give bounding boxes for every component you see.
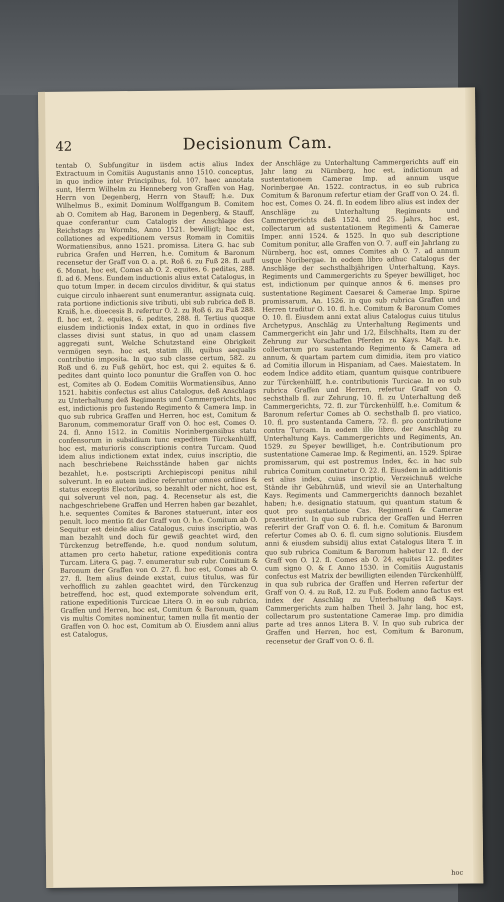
page-number: 42 (55, 139, 73, 155)
scan-background-top (0, 0, 504, 95)
column-left-text: tentab O. Subfungitur in iisdem actis alius Index Extractuum in Comitiis Augustanis anno 1510. conceptus, in quo indice inter Principibus, fol. 107. haec annotata sunt, Herrn Wilhelm zu Henneberg von Graffen von Hag, Herrn von Degenberg, Herrn von Stauff; h.e. Dux Wilhelmus B., eximit Dominum Wolffgangum B. Comitem ab O. Comitem ab Hag, Baronem in Degenberg, & Stauff, quae conferantur cum Catalogis der Anschlage des Reichstags zu Wormbs, Anno 1521. bewilligt; hoc est, collationes ad expeditionem versus Romam in Comitiis Wormatiensibus, anno 1521. promissa. Litera G. hac sub rubrica Grafen und Herren, h.e. Comitum & Baronum recensetur der Graff von O. a. pt. Roß 6. zu Fuß 28. fl. auff 6. Monat, hoc est, Comes ab O. 2. equites, 6. pedites, 288. fl. ad 6. Mens. Eundem inductionis alius extat Catalogus, in quo totum Imper. in decem circulos dividitur, & qui status cuique circulo inhaerent sunt enumerantur, assignata cuiq. rata portione indictionis sive tributi, ubi sub rubrica deß B. Kraiß, h.e. dioecesis B. refertur O. 2. zu Roß 6. zu Fuß 288. fl. hoc est, 2. equites, 6. pedites, 288. fl. Tertius quoque eiusdem indictionis Index extat, in quo in ordines five classes divisi sunt status, in quo ad unam classem aggregati sunt, Welche Schutzstand eine Obrigkeit vermögen seyn. hoc est, statim illi, quibus aequalis contributio imposita. In quo sub classe certum, 582. zu Roß und 6. zu Fuß gehört, hoc est, qui 2. equites & 6. pedites dant quinto loco ponuntur die Graffen von O. hoc est, Comites ab O. Eodem Comitiis Wormatiensibus, Anno 1521. habitis confectus est alius Catalogus, deß Anschlags zu Unterhaltung deß Regiments und Cammergerichts, hoc est, indictionis pro fustendo Regimento & Camera Imp. in quo sub rubrica Graffen und Herren, hoc est, Comitum & Baronum, commemoratur Graff von O. hoc est, Comes O. 24. fl. Anno 1512. in Comitiis Norinbergensibus statu confensorum in subsidium tunc expeditem Türckenhülff, hoc est, maturioris conscriptionis contra Turcam. Quod idem alius indictionem extat index, cuius inscriptio, die nach beschriebene Reichsstände haben gar nichts bezahlet, h.e. postscripti Archiepiscopi penitus nihil solverunt. In eo autem indice referuntur omnes ordines & status exceptis Electoribus, so bezahlt oder nicht, hoc est, qui solverunt vel non, pag. 4. Recensetur als est, die nachgeschriebene Graffen und Herren haben gar bezahlet, h.e. sequentes Comites & Barones statuerunt, inter eos penult. loco mentio fit der Graff von O. h.e. Comitum ab O. Sequitur est deinde alius Catalogus, cuius inscriptio, was man bezahlt und doch für gewiß geachtet wird, den Türckenzug betreffende, h.e. quod nondum solutum, attamen pro certo habetur, ratione expeditionis contra Turcam. Litera G. pag. 7. enumeratur sub rubr. Comitum & Baronum der Graffen von O. 27. fl. hoc est, Comes ab O. 27. fl. Item alius deinde exstat, cuius titulus, was für verhofflich zu zahlen geachtet wird, den Türckenzug betreffend, hoc est, quod extemporate solvendum erit, ratione expeditionis Turcicae Litera O. in eo sub rubrica, Graffen und Herren, hoc est, Comitum & Baronum, quam vis multis Comites nominentur, tamen nulla fit mentio der Graffen von O. hoc est, Comitum ab O. Eiusdem anni alius est Catalogus, (55, 159, 259, 640)
column-right-text: der Anschläge zu Unterhaltung Cammergerichts auff ein Jahr lang zu Nürnberg, hoc est, indictionum ad sustentationem Camerae Imp. ad annum usque Norinbergae An. 1522. contractus, in eo sub rubrica Comitum & Baronum refertur etiam der Graff von O. 24. fl. hoc est, Comes O. 24. fl. In eodem libro alius est index der Anschläge zu Unterhaltung Regiments und Cammergerichts deß 1524. und 25. Jahrs, hoc est, collectarum ad sustentationem Regimenti & Camerae Imper. anni 1524. & 1525. In quo sub descriptione Comitum ponitur, alle Graffen von O. 7. auff ein Jahrlang zu Nürnberg, hoc est, omnes Comites ab O. 7. ad annum usque Noribergae. In eodem libro adhuc Catalogus der Anschläge der sechsthalbjährigen Unterhaltung, Kays. Regiments und Cammergerichts zu Speyer bewilliget, hoc est, indictionum per quinque annos & 6. menses pro sustentatione Regiment Caesarei & Camerae Imp. Spirae promissarum, An. 1526. in quo sub rubrica Graffen und Herren traditur O. 10. fl. h.e. Comitum & Baronum Comes O. 10. fl. Eiusdem anni extat alius Catalogus cuius titulus Archetypus, Anschläg zu Unterhaltung Regiments und Cammergericht ein Jahr und 1/2, Eilschhalts, Item zu der Zehrung zur Vorschaffen Pferden zu Kays. Majt. h.e. collectarum pro sustentando Regimento & Camera ad annum, & quartam partem cum dimidia, item pro viatico ad Comitia illorum in Hispaniam, ad Caes. Maiestatem. In eodem Indice addito etiam, quantum quisque contribuere zur Türckenhülff, h.e. contributionis Turcicae. In eo sub rubrica Graffen und Herren, refertur Graff von O. sechsthalb fl. zur Zehrung, 10. fl. zu Unterhaltung deß Cammergerichts, 72. fl. zur Türckenhülff, h.e. Comitum & Baronum refertur Comes ab O. sechsthalb fl. pro viatico, 10. fl. pro sustentanda Camera, 72. fl. pro contributione contra Turcam. In eodem illo libro, der Anschläg zu Unterhaltung Kays. Cammergerichts und Regiments, An. 1529. zu Speyer bewilliget, h.e. Contributionum pro sustentatione Camerae Imp. & Regimenti, an. 1529. Spirae promissarum, qui est postremus Index, &c. in hac sub rubrica Comitum continetur O. 22. fl. Eiusdem in additionis est alius index, cuius inscriptio, Verzeichnuß welche Stände ihr Gebührnüß, und wievil sie an Unterhaltung Kays. Regiments und Cammergerichts dannoch bezahlet haben; h.e. designatio statuum, qui quantum statum & quot pro sustentatione Cas. Regimenti & Camerae praestiterint. In quo sub rubrica der Graffen und Herren referirt der Graff von O. 6. fl. h.e. Comitum & Baronum refertur Comes ab O. 6. fl. cum signo solutionis. Eiusdem anni & eiusdem subsidij alius extat Catalogus litera T. in quo sub rubrica Comitum & Baronum habetur 12. fl. der Graff von O. 12. fl. Comes ab O. 24. equites 12. pedites cum signo O. & f. Anno 1530. in Comitiis Augustanis confectus est Matrix der bewilligten eilenden Türckenhülff, in qua sub rubrica der Graffen und Herren refertur der Graff von O. 4. zu Roß, 12. zu Fuß. Eodem anno factus est index der Anschläg zu Unterhaltung deß Kays. Cammergerichts zum halben Theil 3. Jahr lang, hoc est, collectarum pro sustentatione Camerae Imp. pro dimidia parte ad tres annos Litera B. V. In quo sub rubrica der Graffen und Herren, hoc est, Comitum & Baronum, recensetur der Graff von O. 6. fl. (260, 157, 464, 646)
text-column-left (56, 160, 261, 872)
book-page (38, 87, 483, 888)
text-column-right (261, 158, 466, 870)
page-header (55, 132, 459, 156)
running-head: Decisionum Cam. (182, 132, 333, 154)
catchword: hoc (451, 868, 464, 877)
